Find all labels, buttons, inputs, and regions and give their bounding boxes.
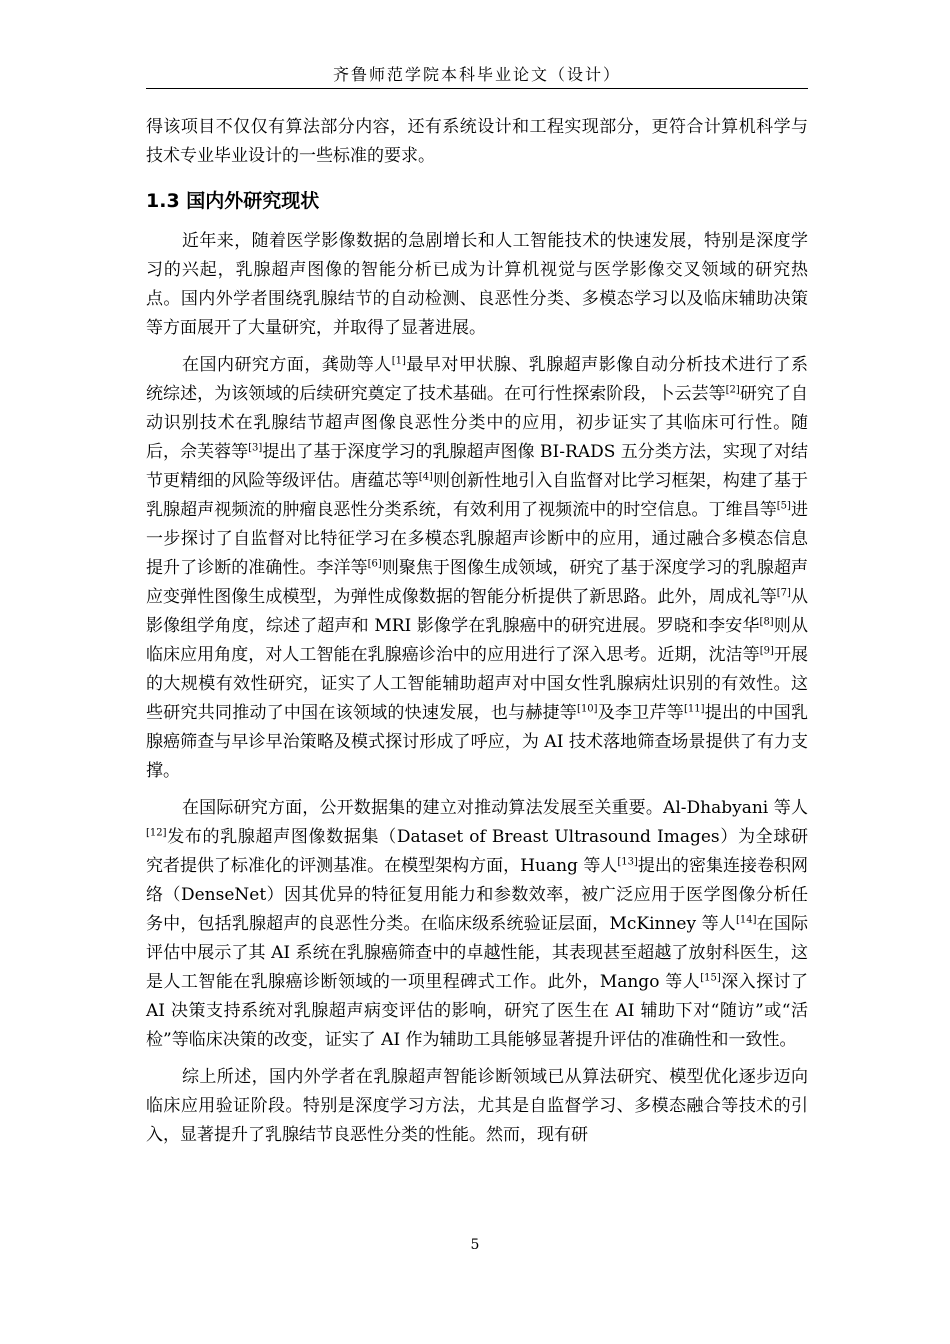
paragraph-gap: [146, 343, 808, 351]
text-run: 在国际研究方面，公开数据集的建立对推动算法发展至关重要。Al-Dhabyani 等人: [182, 798, 808, 818]
intro-paragraph: 得该项目不仅仅有算法部分内容，还有系统设计和工程实现部分，更符合计算机科学与技术专业毕业设计的一些标准的要求。: [146, 117, 808, 166]
text-run: 进一步探讨了自监督对比特征学习在多模态乳腺超声诊断中的应用，通过融合多模态信息提升了诊断的准确性。李洋等: [146, 500, 809, 578]
text-run: 提出的密集连接卷积网络（DenseNet）因其优异的特征复用能力和参数效率，被广泛应用于医学图像分析任务中，包括乳腺超声的良恶性分类。在临床级系统验证层面，McKinney 等人: [146, 856, 808, 934]
text-run: 提出了基于深度学习的乳腺超声图像 BI-RADS 五分类方法，实现了对结节更精细的风险等级评估。唐蕴芯等: [146, 442, 808, 491]
paragraph-domestic-research: [146, 351, 808, 786]
text-run: 及李卫芹等: [597, 703, 685, 723]
citation-ref: [2]: [725, 384, 740, 396]
citation-ref: [5]: [776, 500, 791, 512]
citation-ref: [15]: [700, 972, 721, 984]
citation-ref: [7]: [776, 587, 791, 599]
text-run: 研究了自动识别技术在乳腺结节超声图像良恶性分类中的应用，初步证实了其临床可行性。随后，佘芙蓉等: [146, 384, 809, 462]
text-run: 最早对甲状腺、乳腺超声影像自动分析技术进行了系统综述，为该领域的后续研究奠定了技术基础。在可行性探索阶段，卜云芸等: [146, 355, 809, 404]
page-number: 5: [470, 1237, 480, 1253]
citation-ref: [6]: [367, 558, 382, 570]
citation-ref: [11]: [684, 703, 705, 715]
section-heading: 1.3 国内外研究现状: [146, 190, 320, 212]
citation-ref: [13]: [617, 856, 638, 868]
paragraph-gap: [146, 1055, 808, 1063]
text-run: 开展的大规模有效性研究，证实了人工智能辅助超声对中国女性乳腺病灶识别的有效性。这些研究共同推动了中国在该领域的快速发展，也与赫捷等: [146, 645, 809, 723]
text-run: 在国内研究方面，龚勋等人: [182, 355, 392, 375]
citation-ref: [3]: [248, 442, 263, 454]
citation-ref: [10]: [577, 703, 598, 715]
text-run: 则从临床应用角度，对人工智能在乳腺癌诊治中的应用进行了深入思考。近期，沈洁等: [146, 616, 808, 665]
text-run: 在国际评估中展示了其 AI 系统在乳腺癌筛查中的卓越性能，其表现甚至超越了放射科医生，这是人工智能在乳腺癌诊断领域的一项里程碑式工作。此外，Mango 等人: [146, 914, 809, 992]
citation-ref: [8]: [759, 616, 774, 628]
paragraph-overview: 近年来，随着医学影像数据的急剧增长和人工智能技术的快速发展，特别是深度学习的兴起，乳腺超声图像的智能分析已成为计算机视觉与医学影像交叉领域的研究热点。国内外学者围绕乳腺结节的自动检测、良恶性分类、多模态学习以及临床辅助决策等方面展开了大量研究，并取得了显著进展。: [146, 231, 808, 338]
citation-ref: [1]: [391, 355, 406, 367]
citation-ref: [4]: [418, 471, 433, 483]
text-run: 发布的乳腺超声图像数据集（Dataset of Breast Ultrasound Images）为全球研究者提供了标准化的评测基准。在模型架构方面，Huang 等人: [146, 827, 808, 876]
citation-ref: [9]: [759, 645, 774, 657]
text-run: 则创新性地引入自监督对比学习框架，构建了基于乳腺超声视频流的肿瘤良恶性分类系统，有效利用了视频流中的时空信息。丁维昌等: [146, 471, 809, 520]
text-run: 提出的中国乳腺癌筛查与早诊早治策略及模式探讨形成了呼应，为 AI 技术落地筛查场景提供了有力支撑。: [146, 703, 809, 781]
text-run: 深入探讨了 AI 决策支持系统对乳腺超声病变评估的影响，研究了医生在 AI 辅助下对“随访”或“活检”等临床决策的改变，证实了 AI 作为辅助工具能够显著提升评估的准确性和一致性。: [146, 972, 809, 1050]
citation-ref: [14]: [735, 914, 757, 926]
running-header: 齐鲁师范学院本科毕业论文（设计）: [332, 65, 621, 84]
citation-ref: [12]: [146, 827, 167, 839]
text-run: 从影像组学角度，综述了超声和 MRI 影像学在乳腺癌中的研究进展。罗晓和李安华: [146, 587, 809, 636]
paragraph-summary: 综上所述，国内外学者在乳腺超声智能诊断领域已从算法研究、模型优化逐步迈向临床应用验证阶段。特别是深度学习方法，尤其是自监督学习、多模态融合等技术的引入，显著提升了乳腺结节良恶性分类的性能。然而，现有研: [146, 1067, 808, 1145]
text-run: 则聚焦于图像生成领域，研究了基于深度学习的乳腺超声应变弹性图像生成模型，为弹性成像数据的智能分析提供了新思路。此外，周成礼等: [146, 558, 808, 607]
paragraph-international-research: [146, 794, 808, 1055]
page-body: [146, 113, 808, 1150]
paragraph-gap: [146, 786, 808, 794]
header-divider: [146, 88, 808, 89]
